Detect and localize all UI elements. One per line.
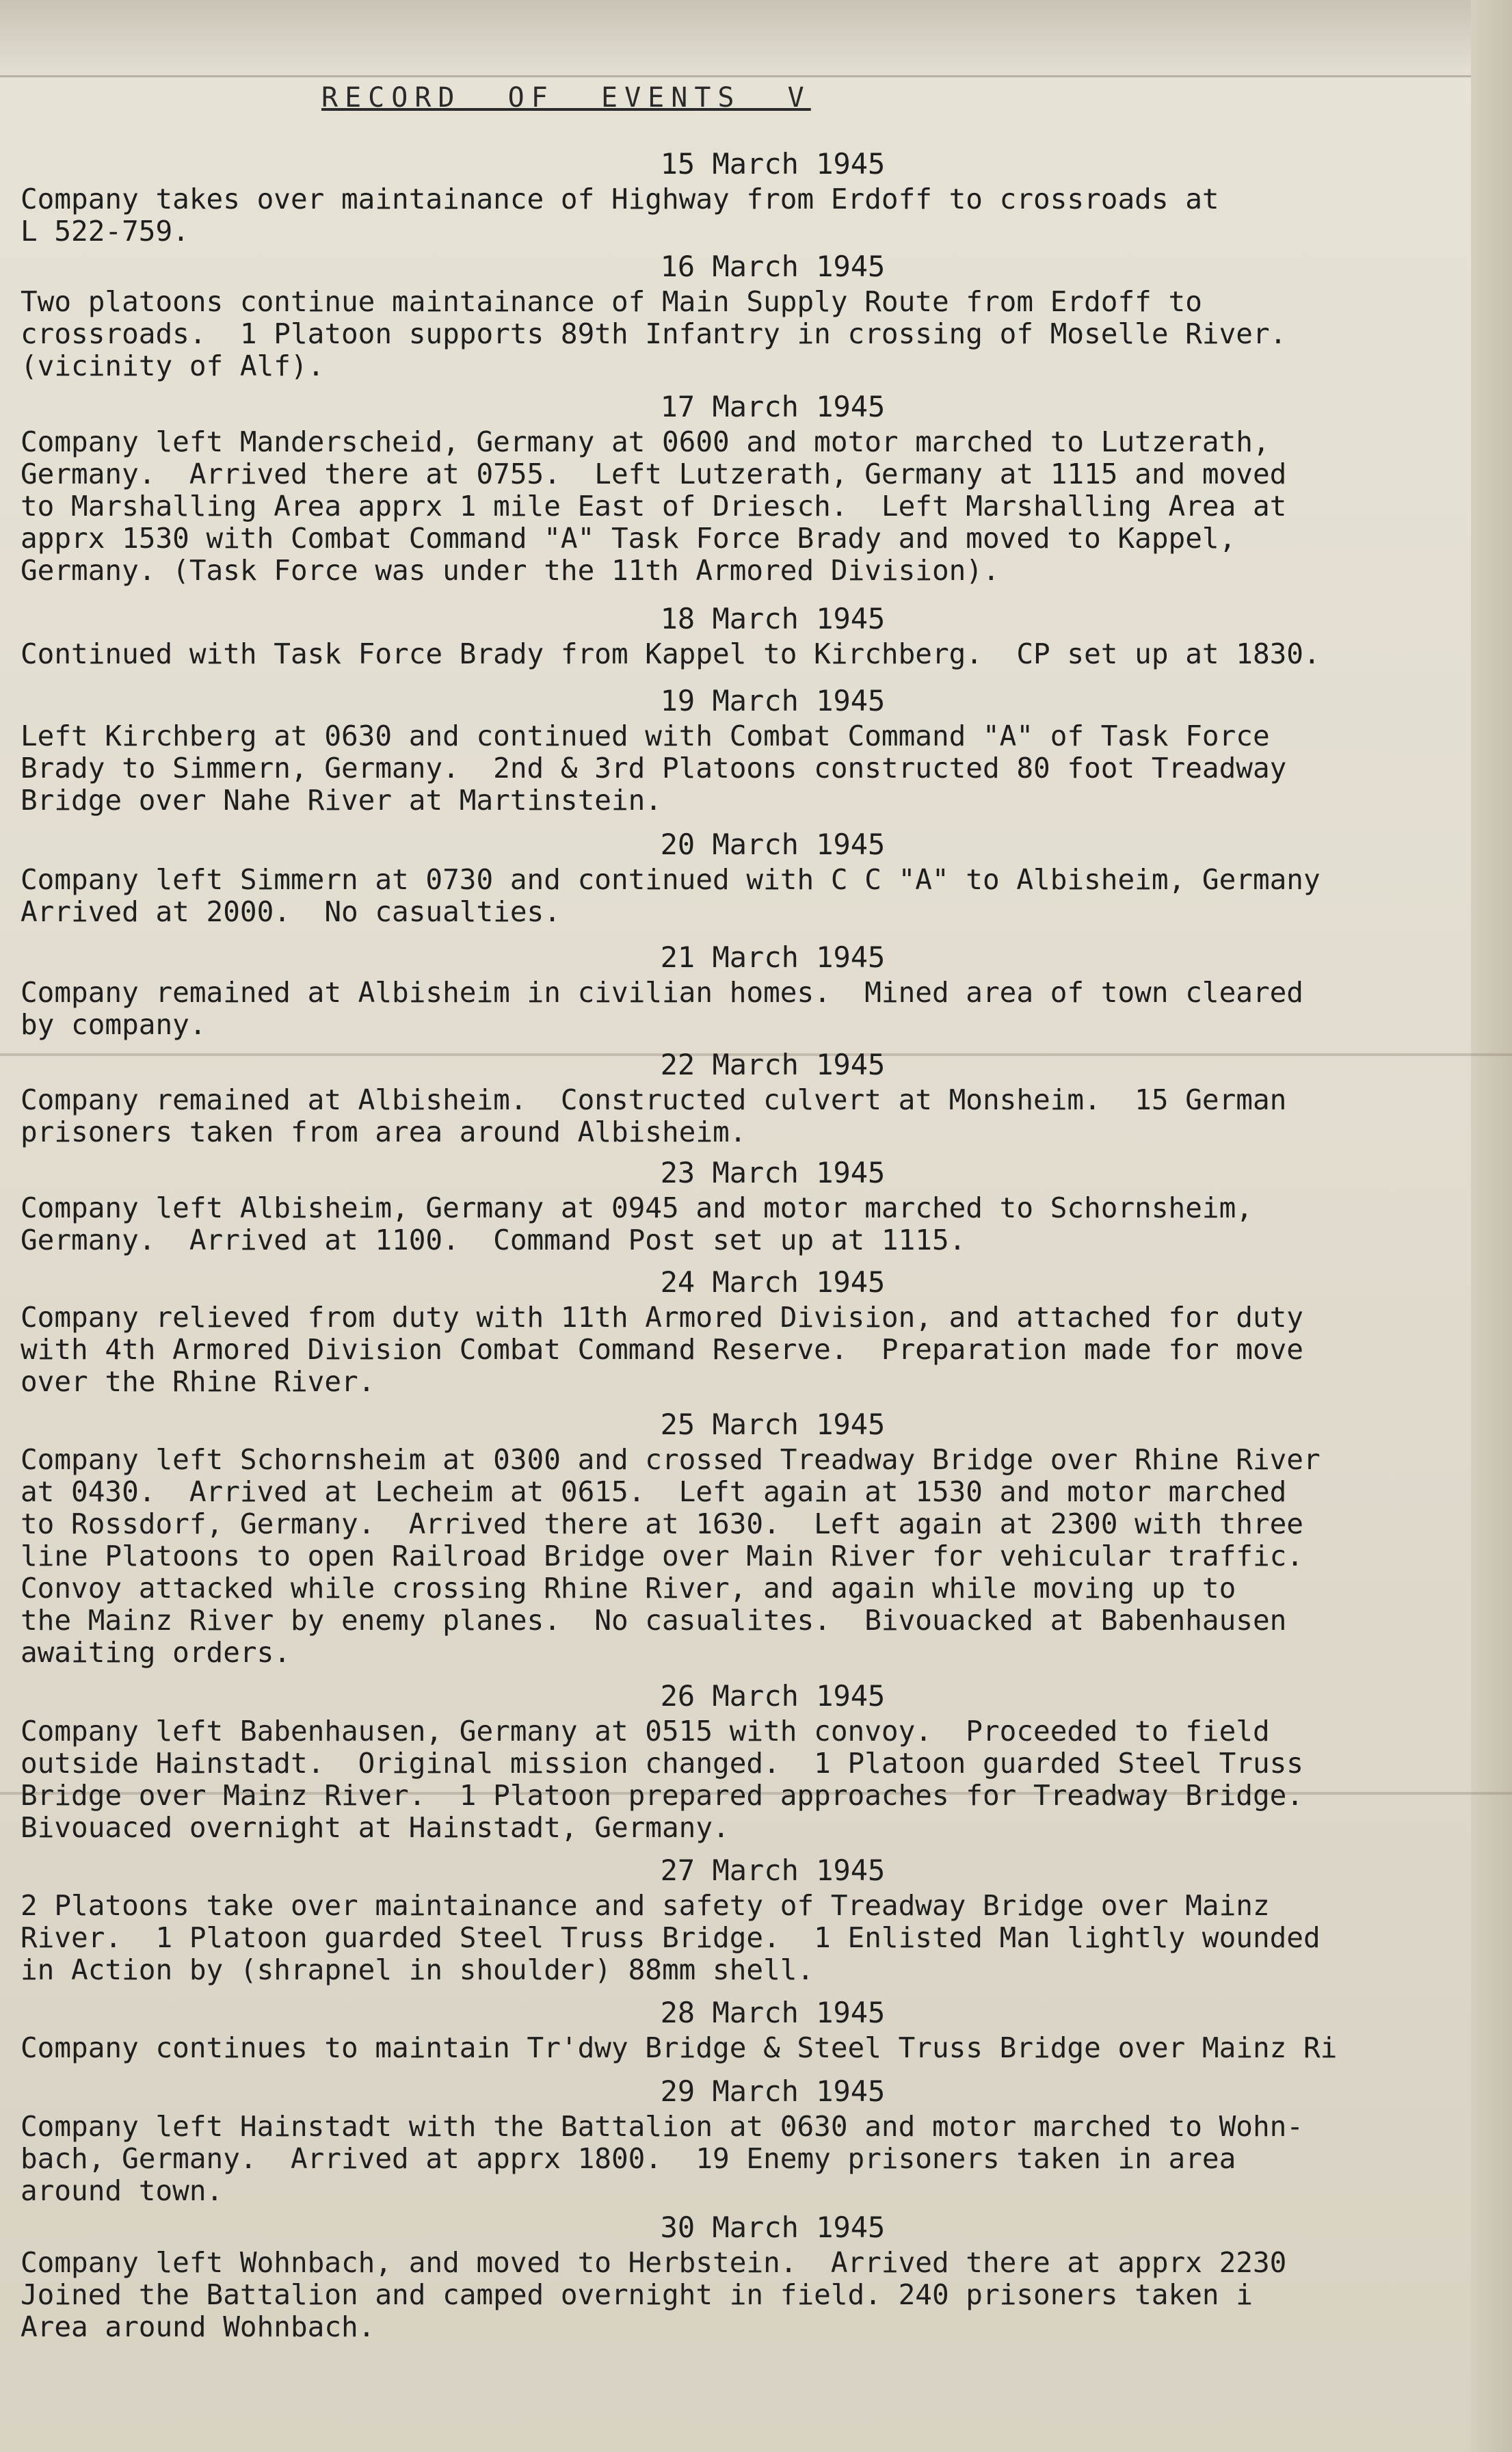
entry-25-march [21, 1408, 1498, 1669]
entry-date: 20 March 1945 [660, 828, 886, 861]
entry-text: Company left Schornsheim at 0300 and crossed Treadway Bridge over Rhine River at 0430. Arrived at Lecheim at 0615. Left again at 1530 and motor marched to Rossdorf, Germany. Arrived there at 1630. Left again at 2300 with three line Platoons to open Railroad Bridge over Main River for vehicular traffic. Convoy attacked while crossing Rhine River, and again while moving up to the Mainz River by enemy planes. No casualites. Bivouacked at Babenhausen awaiting orders. [21, 1443, 1321, 1669]
entry-24-march [21, 1265, 1498, 1398]
page-title: RECORD OF EVENTS V [321, 82, 811, 114]
entry-text: Company remained at Albisheim. Constructed culvert at Monsheim. 15 German prisoners taken from area around Albisheim. [21, 1083, 1287, 1148]
entry-19-march [21, 684, 1498, 817]
entry-date: 16 March 1945 [660, 250, 886, 283]
entry-date: 19 March 1945 [660, 684, 886, 717]
entry-22-march [21, 1048, 1498, 1148]
entry-date: 30 March 1945 [660, 2211, 886, 2244]
entry-20-march [21, 828, 1498, 928]
entry-date: 26 March 1945 [660, 1679, 886, 1713]
entry-17-march [21, 390, 1498, 587]
entry-text: Company left Albisheim, Germany at 0945 and motor marched to Schornsheim, Germany. Arrived at 1100. Command Post set up at 1115. [21, 1191, 1253, 1256]
entry-text: Company relieved from duty with 11th Armored Division, and attached for duty with 4th Armored Division Combat Command Reserve. Preparation made for move over the Rhine River. [21, 1301, 1303, 1398]
entry-date: 27 March 1945 [660, 1854, 886, 1887]
entry-text: Company left Manderscheid, Germany at 0600 and motor marched to Lutzerath, Germany. Arrived there at 0755. Left Lutzerath, Germany at 1115 and moved to Marshalling Area apprx 1 mile East of Driesch. Left Marshalling Area at apprx 1530 with Combat Command "A" Task Force Brady and moved to Kappel, Germany. (Task Force was under the 11th Armored Division). [21, 425, 1287, 587]
entry-date: 18 March 1945 [660, 602, 886, 635]
entry-18-march [21, 602, 1498, 670]
entry-21-march [21, 940, 1498, 1041]
entry-27-march [21, 1854, 1498, 1986]
entry-text: Company left Simmern at 0730 and continued with C C "A" to Albisheim, Germany Arrived at 2000. No casualties. [21, 863, 1321, 928]
entry-text: Continued with Task Force Brady from Kappel to Kirchberg. CP set up at 1830. [21, 637, 1321, 670]
entry-date: 25 March 1945 [660, 1408, 886, 1441]
entry-16-march [21, 250, 1498, 382]
entry-date: 28 March 1945 [660, 1996, 886, 2029]
entry-26-march [21, 1679, 1498, 1844]
entry-text: Left Kirchberg at 0630 and continued with Combat Command "A" of Task Force Brady to Simmern, Germany. 2nd & 3rd Platoons constructed 80 foot Treadway Bridge over Nahe River at Martinstein. [21, 720, 1287, 817]
paper-fold [0, 0, 1512, 77]
entry-date: 29 March 1945 [660, 2074, 886, 2108]
entry-text: Company remained at Albisheim in civilian homes. Mined area of town cleared by company. [21, 976, 1303, 1041]
entry-date: 24 March 1945 [660, 1265, 886, 1299]
entry-date: 15 March 1945 [660, 147, 886, 181]
entry-date: 22 March 1945 [660, 1048, 886, 1081]
entry-text: Two platoons continue maintainance of Main Supply Route from Erdoff to crossroads. 1 Platoon supports 89th Infantry in crossing of Moselle River. (vicinity of Alf). [21, 285, 1287, 382]
entry-text: Company continues to maintain Tr'dwy Bridge & Steel Truss Bridge over Mainz Ri [21, 2031, 1338, 2064]
entry-30-march [21, 2211, 1498, 2343]
entry-15-march [21, 147, 1498, 248]
entry-text: Company takes over maintainance of Highway from Erdoff to crossroads at L 522-759. [21, 183, 1219, 248]
entry-date: 23 March 1945 [660, 1156, 886, 1189]
entry-29-march [21, 2074, 1498, 2207]
entry-date: 17 March 1945 [660, 390, 886, 423]
entry-text: 2 Platoons take over maintainance and safety of Treadway Bridge over Mainz River. 1 Platoon guarded Steel Truss Bridge. 1 Enlisted Man lightly wounded in Action by (shrapnel in shoulder) 88mm shell. [21, 1889, 1321, 1986]
entry-28-march [21, 1996, 1498, 2064]
entry-text: Company left Wohnbach, and moved to Herbstein. Arrived there at apprx 2230 Joined the Battalion and camped overnight in field. 240 prisoners taken i Area around Wohnbach. [21, 2246, 1287, 2343]
entry-text: Company left Hainstadt with the Battalion at 0630 and motor marched to Wohn- bach, Germany. Arrived at apprx 1800. 19 Enemy prisoners taken in area around town. [21, 2110, 1303, 2207]
entry-date: 21 March 1945 [660, 940, 886, 974]
entry-23-march [21, 1156, 1498, 1256]
entry-text: Company left Babenhausen, Germany at 0515 with convoy. Proceeded to field outside Hainstadt. Original mission changed. 1 Platoon guarded Steel Truss Bridge over Mainz River. 1 Platoon prepared approaches for Treadway Bridge. Bivouaced overnight at Hainstadt, Germany. [21, 1715, 1303, 1844]
